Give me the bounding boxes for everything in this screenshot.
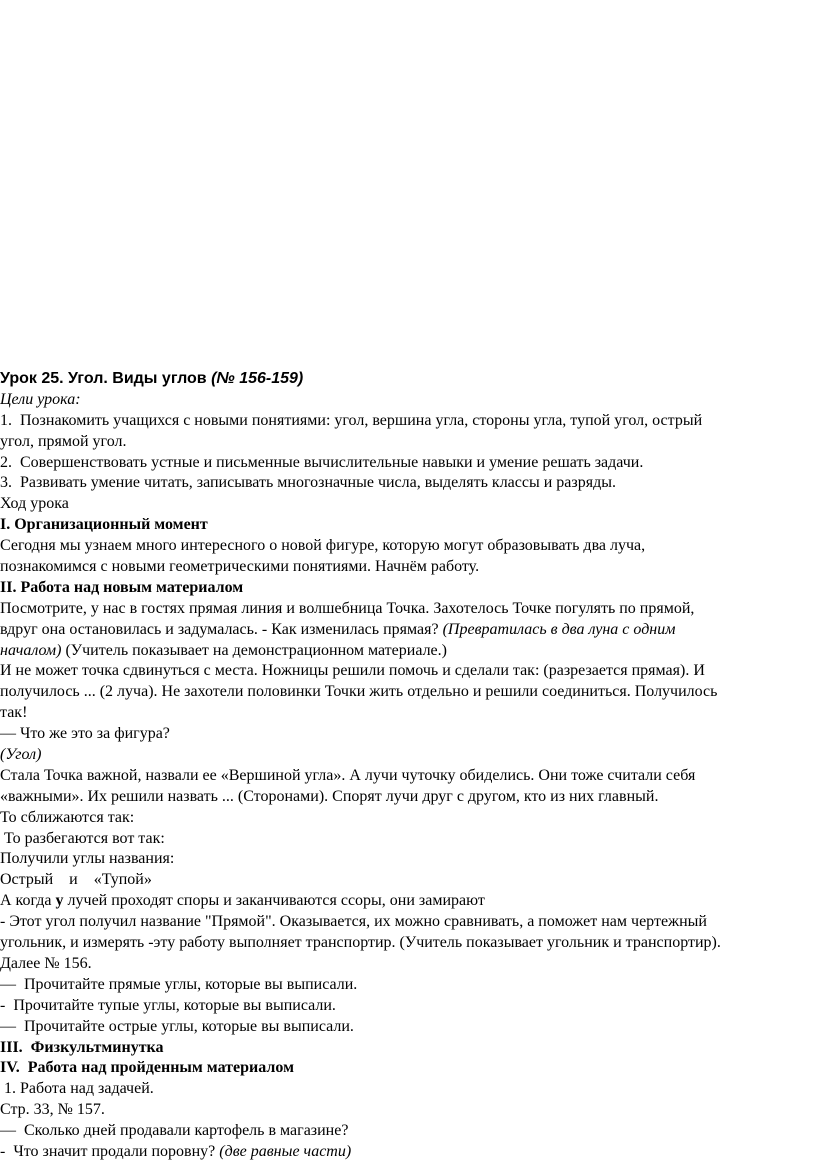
section-heading-2: II. Работа над новым материалом xyxy=(0,578,244,596)
question-line: — Прочитайте острые углы, которые вы выписали. xyxy=(0,1017,354,1035)
paragraph-line: Получили углы названия: xyxy=(0,850,175,868)
paragraph-line: 1. Работа над задачей. xyxy=(0,1080,154,1098)
text-span: лучей проходят споры и заканчиваются ссоры, они замирают xyxy=(63,892,485,910)
goal-line: 2. Совершенствовать устные и письменные вычислительные навыки и умение решать задачи. xyxy=(0,453,644,471)
question-line xyxy=(0,1142,816,1163)
lesson-title xyxy=(0,369,816,390)
paragraph-line: так! xyxy=(0,704,28,722)
paragraph-line: Сегодня мы узнаем много интересного о новой фигуре, которую могут образовывать два луча, xyxy=(0,537,646,555)
lesson-title-main: Урок 25. Угол. Виды углов xyxy=(0,370,212,387)
question-line: — Прочитайте прямые углы, которые вы выписали. xyxy=(0,975,358,993)
answer-text: (Превратилась в два луна с одним xyxy=(442,620,676,638)
section-heading-1: I. Организационный момент xyxy=(0,516,208,534)
text-span: - Что значит продали поровну? xyxy=(0,1142,220,1160)
section-heading-3: III. Физкультминутка xyxy=(0,1038,164,1056)
paragraph-line: То разбегаются вот так: xyxy=(0,829,165,847)
course-label: Ход урока xyxy=(0,495,69,513)
section-heading-4: IV. Работа над пройденным материалом xyxy=(0,1059,294,1077)
paragraph-line: Посмотрите, у нас в гостях прямая линия и волшебница Точка. Захотелось Точке погулять по прямой, xyxy=(0,599,695,617)
goal-line: угол, прямой угол. xyxy=(0,432,127,450)
paragraph-line: Стр. 33, № 157. xyxy=(0,1101,105,1119)
paragraph-line: «важными». Их решили назвать ... (Сторонами). Спорят лучи друг с другом, кто из них главный. xyxy=(0,787,659,805)
paragraph-line: угольник, и измерять -эту работу выполняет транспортир. (Учитель показывает угольник и транспортир). xyxy=(0,934,721,952)
lesson-title-numbers: (№ 156-159) xyxy=(211,370,304,387)
answer-text: (две равные части) xyxy=(219,1142,352,1160)
text-span: (Учитель показывает на демонстрационном материале.) xyxy=(61,641,447,659)
paragraph-line: То сближаются так: xyxy=(0,808,135,826)
paragraph-line: Стала Точка важной, назвали ее «Вершиной угла». А лучи чуточку обиделись. Они тоже считали себя xyxy=(0,766,696,784)
bold-text: у xyxy=(55,892,64,910)
paragraph-line xyxy=(0,891,816,912)
paragraph-line: получилось ... (2 луча). Не захотели половинки Точки жить отдельно и решили соединиться. Получилось xyxy=(0,683,718,701)
goal-line: 3. Развивать умение читать, записывать многозначные числа, выделять классы и разряды. xyxy=(0,474,616,492)
goal-line: 1. Познакомить учащихся с новыми понятиями: угол, вершина угла, стороны угла, тупой угол, острый xyxy=(0,411,703,429)
text-span: вдруг она остановилась и задумалась. - Как изменилась прямая? xyxy=(0,620,443,638)
question-line: - Прочитайте тупые углы, которые вы выписали. xyxy=(0,996,336,1014)
paragraph-line: познакомимся с новыми геометрическими понятиями. Начнём работу. xyxy=(0,558,480,576)
paragraph-line xyxy=(0,620,816,641)
answer-text: началом) xyxy=(0,641,62,659)
paragraph-line: И не может точка сдвинуться с места. Ножницы решили помочь и сделали так: (разрезается прямая). И xyxy=(0,662,705,680)
goals-heading: Цели урока: xyxy=(0,390,81,408)
paragraph-line: - Этот угол получил название "Прямой". Оказывается, их можно сравнивать, а поможет нам чертежный xyxy=(0,913,707,931)
text-span: А когда xyxy=(0,892,56,910)
paragraph-line: Далее № 156. xyxy=(0,954,92,972)
paragraph-line: Острый и «Тупой» xyxy=(0,871,152,889)
question-line: — Что же это за фигура? xyxy=(0,725,170,743)
answer-text: (Угол) xyxy=(0,746,42,764)
lesson-document xyxy=(0,369,816,1163)
paragraph-line xyxy=(0,641,816,662)
question-line: — Сколько дней продавали картофель в магазине? xyxy=(0,1122,349,1140)
